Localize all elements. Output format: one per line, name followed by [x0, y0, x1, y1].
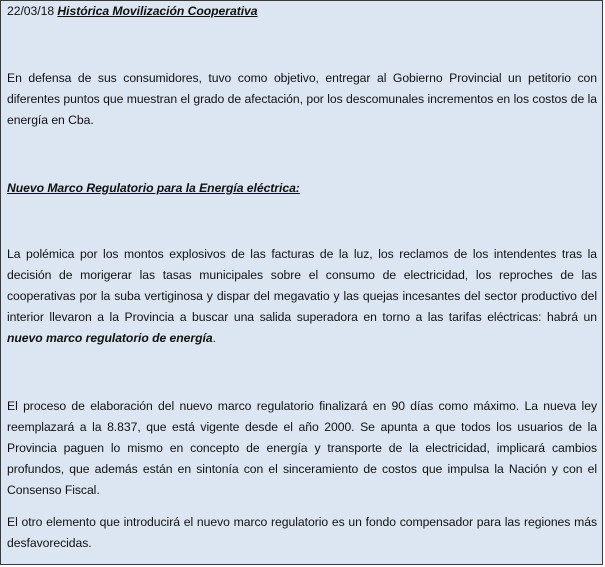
paragraph-tariffs-end: . [212, 331, 216, 345]
section-heading [7, 178, 597, 199]
paragraph-fund: El otro elemento que introducirá el nuevo marco regulatorio es un fondo compensador para las regiones más desfavorecidas. [7, 515, 597, 550]
paragraph-tariffs [7, 244, 597, 349]
section-title: Nuevo Marco Regulatorio para la Energía eléctrica: [7, 181, 300, 195]
paragraph-process: El proceso de elaboración del nuevo marco regulatorio finalizará en 90 días como máximo. La nueva ley reemplazará a la 8.837, que está vigente desde el año 2000. Se apunta a que todos los usuarios de la Provincia paguen lo mismo en concepto de energía y transporte de la electricidad, implicará cambios profundos, que además están en sintonía con el sinceramiento de costos que impulsa la Nación y con el Consenso Fiscal. [7, 399, 597, 497]
intro-paragraph: En defensa de sus consumidores, tuvo como objetivo, entregar al Gobierno Provincial un petitorio con diferentes puntos que muestran el grado de afectación, por los descomunales incrementos en los costos de la energía en Cba. [7, 71, 597, 127]
header-title: Histórica Movilización Cooperativa [57, 4, 258, 18]
paragraph-tariffs-emphasis: nuevo marco regulatorio de energía [7, 331, 213, 345]
header-line [7, 1, 597, 22]
header-date: 22/03/18 [7, 4, 55, 18]
paragraph-tariffs-text: La polémica por los montos explosivos de las facturas de la luz, los reclamos de los intendentes tras la decisión de morigerar las tasas municipales sobre el consumo de electricidad, los reproches de las cooperativas por la suba vertiginosa y dispar del megavatio y las quejas incesantes del sector productivo del interior llevaron a la Provincia a buscar una salida superadora en torno a las tarifas eléctricas: habrá un [7, 247, 597, 324]
